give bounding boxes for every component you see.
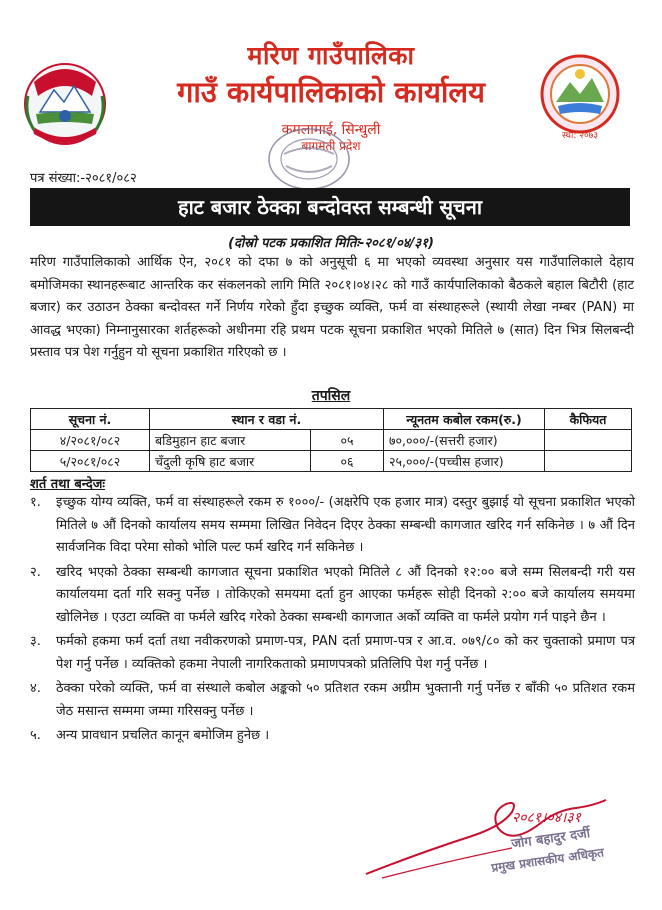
col-min-bid: न्यूनतम कबोल रकम(रु.) [384,409,545,430]
logo-year-text: स्था: २०७३ [561,131,599,141]
list-item-text: खरिद भएको ठेक्का सम्बन्धी कागजात सूचना प्रकाशित भएको मितिले ८ औं दिनको १२:०० बजे सम्म सिलबन्दी गरी यस कार्यालयमा दर्ता गरि सक्नु पर्नेछ । तोकिएको समयमा दर्ता हुन आएका फर्महरू सोही दिनको २:०० बजे कार्यालय समयमा खोलिनेछ । एउटा व्यक्ति वा फर्मले खरिद गरेको ठेक्का सम्बन्धी कागजात अर्को व्यक्ति वा फर्मले प्रयोग गर्न पाइने छैन । [56,564,635,625]
table-row [31,451,632,472]
list-item-text: अन्य प्रावधान प्रचलित कानून बमोजिम हुनेछ । [56,728,270,743]
office-stamp-icon [264,124,354,194]
table-header-row [31,409,632,430]
list-item-number: १. [30,495,41,510]
list-item-text: इच्छुक योग्य व्यक्ति, फर्म वा संस्थाहरूले रकम रु १०००/- (अक्षरेपि एक हजार मात्र) दस्तुर बुझाई यो सूचना प्रकाशित भएको मितिले ७ औं दिनको कार्यालय समय सम्ममा लिखित निवेदन दिएर ठेक्का सम्बन्धी कागजात खरिद गर्न सकिनेछ । ७ औं दिन सार्वजनिक विदा परेमा सोको भोलि पल्ट फर्म खरिद गर्न सकिनेछ । [56,495,635,555]
col-remarks: कैफियत [545,409,632,430]
municipality-name: मरिण गाउँपालिका [247,41,415,70]
list-item-text: फर्मको हकमा फर्म दर्ता तथा नवीकरणको प्रमाण-पत्र, PAN दर्ता प्रमाण-पत्र र आ.व. ०७९/८० को कर चुक्ताको प्रमाण पत्र पेश गर्नु पर्नेछ । व्यक्तिको हकमा नेपाली नागरिकताको प्रमाणपत्रको प्रतिलिपि पेश गर्नु पर्नेछ । [56,634,635,672]
list-item [30,562,635,630]
cell-notice-no: ४/२०८१/०८२ [31,430,150,451]
cell-notice-no: ५/२०८१/०८२ [31,451,150,472]
list-item [30,631,635,676]
list-item-text: ठेक्का परेको व्यक्ति, फर्म वा संस्थाले कबोल अङ्कको ५० प्रतिशत रकम अग्रीम भुक्तानी गर्नु पर्नेछ र बाँकी ५० प्रतिशत रकम जेठ मसान्त सम्ममा जम्मा गरिसक्नु पर्नेछ । [56,681,635,719]
list-item [30,678,635,723]
cell-min-bid: ७०,०००/-(सत्तरी हजार) [384,430,545,451]
office-name: गाउँ कार्यपालिकाको कार्यालय [177,75,485,109]
province-name: बागमती प्रदेश [301,139,361,153]
list-item-number: २. [30,564,41,580]
list-item-number: ४. [30,681,41,696]
table-row [31,430,632,451]
cell-place: चँदुली कृषि हाट बजार [150,451,311,472]
table-title: तपसिल [311,388,351,404]
cell-ward: ०६ [311,451,384,472]
signature-stamp [362,782,622,894]
signature-date: २०८१।०४।३१ [512,810,581,826]
col-notice-no: सूचना नं. [31,409,150,430]
cell-remarks [545,451,632,472]
signatory-name: जोग बहादुर दर्जी [510,826,592,852]
tender-table [30,408,632,472]
municipality-logo-icon [538,52,622,142]
col-place-ward: स्थान र वडा नं. [150,409,384,430]
list-item-number: ३. [30,634,41,649]
conditions-list [30,492,635,750]
signatory-designation: प्रमुख प्रशासकीय अधिकृत [490,845,605,875]
conditions-title: शर्त तथा बन्देजः [30,477,106,492]
list-item-number: ५. [30,728,41,743]
cell-place: बडिमुहान हाट बजार [150,430,311,451]
list-item [30,492,635,560]
cell-min-bid: २५,०००/-(पच्चीस हजार) [384,451,545,472]
cell-ward: ०५ [311,430,384,451]
list-item [30,725,635,748]
reference-number: पत्र संख्या:-२०८१/०८२ [30,171,137,186]
office-address: कमलामाई, सिन्धुली [281,122,381,138]
cell-remarks [545,430,632,451]
notice-title: हाट बजार ठेक्का बन्दोवस्त सम्बन्धी सूचना [30,188,630,226]
intro-paragraph: मरिण गाउँपालिकाको आर्थिक ऐन, २०८१ को दफा ७ को अनुसूची ६ मा भएको व्यवस्था अनुसार यस गाउँपालिकाले देहाय बमोजिमका स्थानहरूबाट आन्तरिक कर संकलनको लागि मिति २०८१।०४।२८ को गाउँ कार्यपालिकाको बैठकले बहाल बिटौरी (हाट बजार) कर उठाउन ठेक्का बन्दोवस्त गर्ने निर्णय गरेको हुँदा इच्छुक व्यक्ति, फर्म वा संस्थाहरूले (स्थायी लेखा नम्बर (PAN) मा आवद्ध भएका) निम्नानुसारका शर्तहरूको अधीनमा रहि प्रथम पटक सूचना प्रकाशित भएको मितिले ७ (सात) दिन भित्र सिलबन्दी प्रस्ताव पत्र पेश गर्नुहुन यो सूचना प्रकाशित गरिएको छ । [30,255,634,360]
publish-date-note: (दोस्रो पटक प्रकाशित मितिः-२०८१/०४/३१) [228,236,434,251]
